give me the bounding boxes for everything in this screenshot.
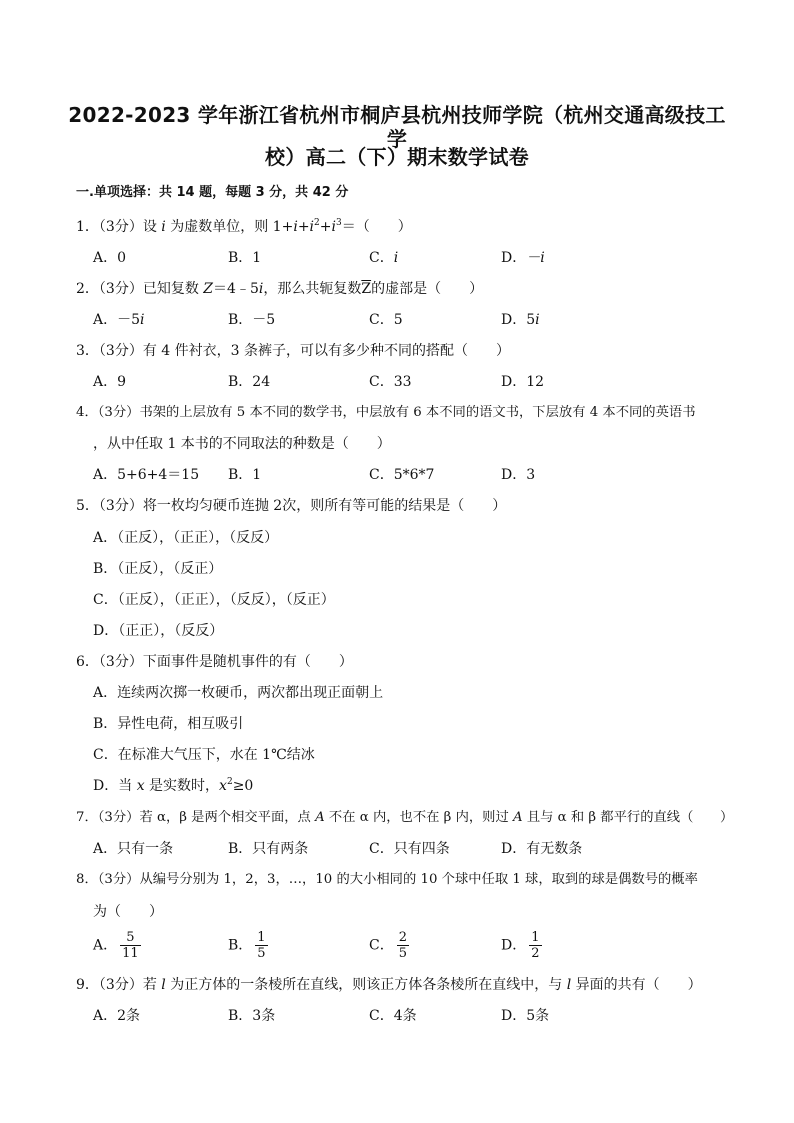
conjugate-z: $\overline{Z}$ [361, 281, 372, 297]
q9-option-d[interactable]: D．5条 [501, 1008, 550, 1024]
q6-option-a[interactable]: A．连续两次掷一枚硬币，两次都出现正面朝上 [93, 685, 384, 701]
q1-option-c[interactable]: C．i [369, 250, 399, 266]
q5-option-c[interactable]: C．（正反），（正正），（反反），（反正） [93, 592, 335, 608]
question-3: 3．（3分）有 4 件衬衣，3 条裤子，可以有多少种不同的搭配（ ） [76, 343, 511, 359]
question-9: 9．（3分）若 l 为正方体的一条棱所在直线，则该正方体各条棱所在直线中，与 l 异面的共有（ ） [76, 977, 702, 993]
question-7: 7．（3分）若 α，β 是两个相交平面，点 A 不在 α 内，也不在 β 内，则过 A 且与 α 和 β 都平行的直线（ ） [76, 810, 734, 825]
q4-option-c[interactable]: C．5*6*7 [369, 467, 435, 483]
q6-option-c[interactable]: C．在标准大气压下，水在 1℃结冰 [93, 747, 315, 763]
q8-option-c[interactable]: C． $\frac{2}{5}$ [369, 930, 407, 961]
q3-option-a[interactable]: A．9 [93, 374, 127, 390]
q7-option-d[interactable]: D．有无数条 [501, 841, 583, 857]
q5-option-d[interactable]: D．（正正），（反反） [93, 623, 224, 639]
question-2: 2．（3分）已知复数 Z＝4﹣5i，那么共轭复数$\overline{Z}$的虚部是（ ） [76, 281, 484, 297]
question-8: 8．（3分）从编号分别为 1，2，3，…，10 的大小相同的 10 个球中任取 1 球，取到的球是偶数号的概率 [76, 872, 698, 887]
q3-option-b[interactable]: B．24 [228, 374, 271, 390]
q7-option-c[interactable]: C．只有四条 [369, 841, 450, 857]
q2-option-a[interactable]: A．－5i [93, 312, 145, 328]
q2-option-d[interactable]: D．5i [501, 312, 540, 328]
exam-title-line-1: 2022-2023 学年浙江省杭州市桐庐县杭州技师学院（杭州交通高级技工学 [68, 103, 726, 151]
q3-option-d[interactable]: D．12 [501, 374, 545, 390]
q8-option-b[interactable]: B． $\frac{1}{5}$ [228, 930, 266, 961]
question-4-cont: ，从中任取 1 本书的不同取法的种数是（ ） [93, 436, 391, 452]
fraction: $\frac{1}{2}$ [531, 930, 540, 961]
q1-option-d[interactable]: D．－i [501, 250, 545, 266]
question-8-cont: 为（ ） [93, 904, 163, 920]
q9-option-a[interactable]: A．2条 [93, 1008, 141, 1024]
q7-option-b[interactable]: B．只有两条 [228, 841, 309, 857]
q1-option-b[interactable]: B．1 [228, 250, 262, 266]
q9-option-b[interactable]: B．3条 [228, 1008, 276, 1024]
question-6: 6．（3分）下面事件是随机事件的有（ ） [76, 654, 353, 670]
q8-option-a[interactable]: A． $\frac{5}{11}$ [93, 930, 139, 961]
q5-option-b[interactable]: B．（正反），（反正） [93, 561, 223, 577]
q4-option-d[interactable]: D．3 [501, 467, 536, 483]
q9-option-c[interactable]: C．4条 [369, 1008, 417, 1024]
fraction: $\frac{1}{5}$ [257, 930, 266, 961]
exam-title-line-2: 校）高二（下）期末数学试卷 [265, 145, 529, 169]
fraction: $\frac{2}{5}$ [398, 930, 407, 961]
fraction: $\frac{5}{11}$ [122, 930, 139, 961]
q2-option-b[interactable]: B．－5 [228, 312, 276, 328]
q1-option-a[interactable]: A．0 [93, 250, 127, 266]
q6-option-d[interactable]: D．当 x 是实数时，$x^2\ge 0$ [93, 777, 254, 794]
q3-option-c[interactable]: C．33 [369, 374, 412, 390]
q5-option-a[interactable]: A．（正反），（正正），（反反） [93, 530, 279, 546]
question-4: 4．（3分）书架的上层放有 5 本不同的数学书，中层放有 6 本不同的语文书，下层放有 4 本不同的英语书 [76, 405, 696, 420]
q4-option-a[interactable]: A．5+6+4＝15 [93, 467, 200, 483]
section-header: 一.单项选择：共 14 题，每题 3 分，共 42 分 [76, 185, 349, 200]
q6-option-b[interactable]: B．异性电荷，相互吸引 [93, 716, 244, 732]
q4-option-b[interactable]: B．1 [228, 467, 262, 483]
q7-option-a[interactable]: A．只有一条 [93, 841, 174, 857]
question-1: 1．（3分）设 i 为虚数单位，则 $1+i+i^2+i^3=$（ ） [76, 218, 412, 235]
q8-option-d[interactable]: D． $\frac{1}{2}$ [501, 930, 540, 961]
q2-option-c[interactable]: C．5 [369, 312, 403, 328]
question-5: 5．（3分）将一枚均匀硬币连抛 2次，则所有等可能的结果是（ ） [76, 498, 507, 514]
